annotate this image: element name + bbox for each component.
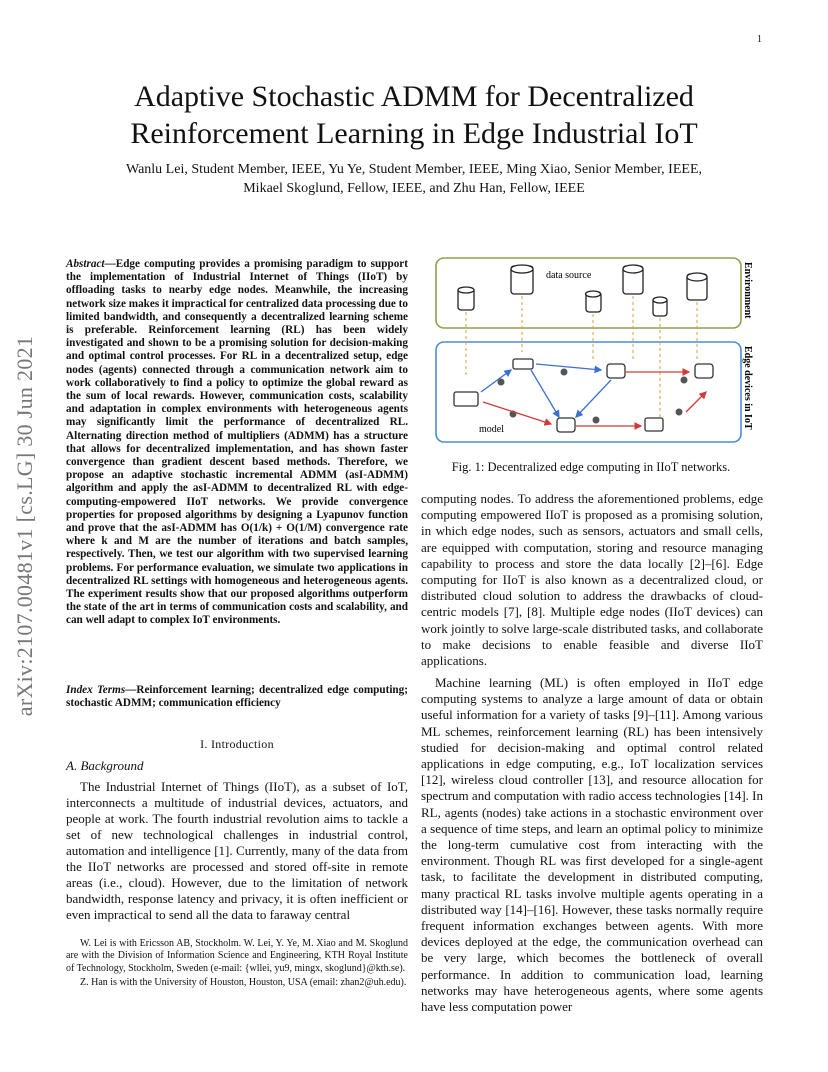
paragraph-ml: Machine learning (ML) is often employed in IIoT edge computing systems to analyze a large amount of data or obtain useful information for a variety of tasks [9]–[11]. Among various ML schemes, reinforcement learning (RL) has been intensively studied for decision-making and optimal control related applications in edge computing, e.g., IoT localization services [12], wireless cloud controller [13], and resource allocation for spectrum and computation with radio access technologies [14]. In RL, agents (nodes) take actions in a stochastic environment over a sequence of time steps, and learn an optimal policy to minimize the long-term cumulative cost from interacting with the environment. Though RL was first developed for a single-agent task, to facilitate the development in distributed computing, many practical RL tasks involve multiple agents operating in a distributed way [14]–[16]. However, these tasks normally require frequent information exchanges between agents. With more devices deployed at the edge, the communication overhead can be very large, which becomes the bottleneck of overall performance. In addition to communication load, learning networks may have heterogeneous agents, where some agents have less computation power: [421, 675, 763, 1015]
database-icon: [458, 287, 474, 310]
database-icon: [586, 291, 602, 312]
robot-arm-icon: [454, 392, 478, 406]
title-line-2: Reinforcement Learning in Edge Industrial IoT: [130, 117, 698, 150]
index-terms-text: —Reinforcement learning; decentralized edge computing; stochastic ADMM; communication efficiency: [66, 684, 408, 710]
edge-devices-label: Edge devices in IoT: [742, 346, 753, 430]
robot-icon: [695, 364, 713, 378]
abstract: [66, 258, 408, 628]
environment-label: Environment: [742, 262, 753, 319]
paper-title: [0, 78, 828, 152]
footnote-han: Z. Han is with the University of Houston, Houston, USA (email: zhan2@uh.edu).: [80, 976, 407, 988]
figure-edge-network: [421, 252, 761, 450]
paragraph-continuation: computing nodes. To address the aforementioned problems, edge computing empowered IIoT is proposed as a promising solution, in which edge nodes, such as sensors, actuators and small cells, are equipped with computation, storing and resource managing capability to process and store the data locally [2]–[6]. Edge computing for IIoT is also known as a decentralized cloud, or distributed cloud solution to address the drawbacks of cloud-centric models [7], [8]. Multiple edge nodes (IIoT devices) can work jointly to solve large-scale distributed tasks, and collaborate to make decisions to enable feasible and diverse IIoT applications.: [421, 491, 763, 669]
drone-icon: [513, 359, 533, 369]
intro-paragraph: The Industrial Internet of Things (IIoT), as a subset of IoT, interconnects a multitude of industrial devices, actuators, and people at work. The fourth industrial revolution aims to tackle a set of new technological challenges in industrial control, automation and intelligence [1]. Currently, many of the data from the IIoT networks are processed and stored off-site in remote areas (i.e., cloud). However, due to the limitation of network bandwidth, response latency and privacy, it is often inefficient or even impractical to send all the data to faraway central: [66, 779, 408, 922]
index-terms: [66, 684, 408, 710]
figure-caption: Fig. 1: Decentralized edge computing in IIoT networks.: [451, 460, 731, 474]
authors-line-1: Wanlu Lei, Student Member, IEEE, Yu Ye, Student Member, IEEE, Ming Xiao, Senior Member, IEEE,: [125, 162, 702, 177]
subsection-heading: A. Background: [66, 758, 144, 773]
abstract-label: Abstract: [66, 258, 105, 270]
database-icon: [653, 297, 667, 316]
arxiv-stamp: arXiv:2107.00481v1 [cs.LG] 30 Jun 2021: [12, 335, 37, 717]
section-heading: I. Introduction: [200, 737, 274, 751]
authors-line-2: Mikael Skoglund, Fellow, IEEE, and Zhu Han, Fellow, IEEE: [243, 181, 585, 196]
index-terms-label: Index Terms: [66, 684, 126, 696]
footnote-affiliation: W. Lei is with Ericsson AB, Stockholm. W. Lei, Y. Ye, M. Xiao and M. Skoglund are with the Division of Information Science and Engineering, KTH Royal Institute of Technology, Stockholm, Sweden (e-mail: {wllei, yu9, mingx, skoglund}@kth.se).: [66, 938, 408, 974]
device-icons: [454, 359, 713, 432]
right-column-para-2: [421, 675, 763, 1015]
data-source-label: data source: [546, 270, 592, 281]
intro-body: [66, 779, 408, 923]
vehicle-icon: [645, 418, 663, 431]
database-icon: [687, 273, 707, 300]
author-list: [40, 160, 788, 198]
database-icon: [623, 265, 643, 294]
model-label: model: [479, 424, 504, 435]
robot-icon: [607, 364, 625, 378]
title-line-1: Adaptive Stochastic ADMM for Decentralized: [134, 80, 694, 113]
right-column-para-1: [421, 491, 763, 669]
robot-icon: [557, 418, 575, 432]
abstract-text: —Edge computing provides a promising paradigm to support the implementation of Industrial Internet of Things (IIoT) by offloading tasks to nearby edge nodes. Meanwhile, the increasing network size makes it impractical for centralized data processing due to limited bandwidth, and consequently a decentralized learning scheme is preferable. Reinforcement learning (RL) has been widely investigated and shown to be a promising solution for decision-making and optimal control processes. For RL in a decentralized setup, edge nodes (agents) connected through a communication network aim to work collaboratively to find a policy to optimize the global reward as the sum of local rewards. However, communication costs, scalability and adaptation in complex environments with heterogeneous agents may significantly limit the performance of decentralized RL. Alternating direction method of multipliers (ADMM) has a structure that allows for decentralized implementation, and has shown faster convergence than gradient descent based methods. Therefore, we propose an adaptive stochastic incremental ADMM (asI-ADMM) algorithm and apply the asI-ADMM to decentralized RL with edge-computing-empowered IIoT networks. We provide convergence properties for proposed algorithms by designing a Lyapunov function and prove that the asI-ADMM has O(1/k) + O(1/M) convergence rate where k and M are the number of iterations and batch samples, respectively. Then, we test our algorithm with two supervised learning problems. For performance evaluation, we simulate two applications in decentralized RL settings with homogeneous and heterogeneous agents. The experiment results show that our proposed algorithms outperform the state of the art in terms of communication costs and scalability, and can well adapt to complex IoT environments.: [66, 258, 408, 627]
database-icon: [511, 265, 533, 294]
page-number: 1: [757, 34, 762, 45]
footnotes: [66, 938, 408, 991]
